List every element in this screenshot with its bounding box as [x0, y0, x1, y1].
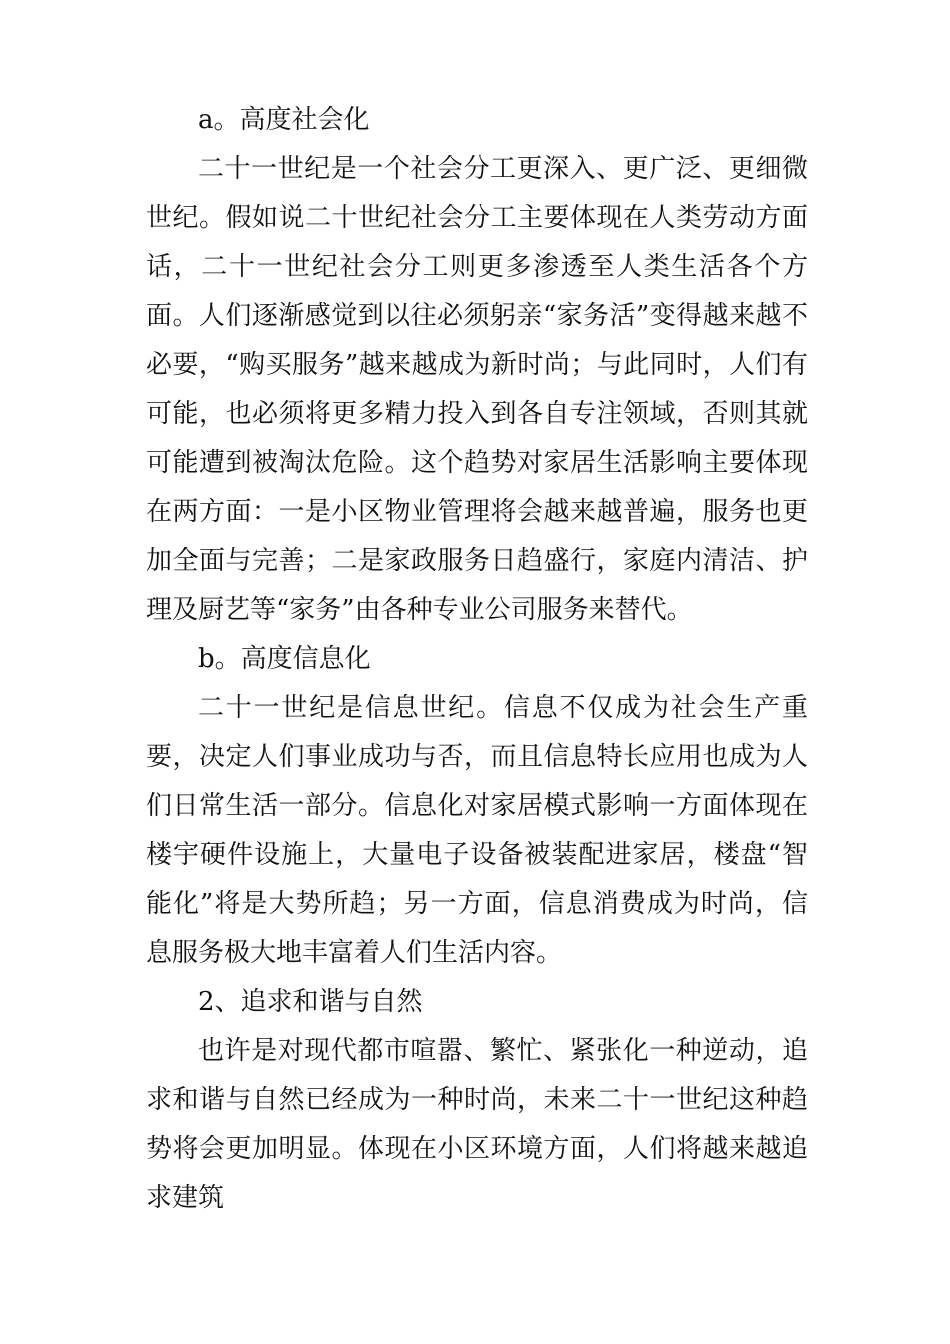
- paragraph-informatization: 二十一世纪是信息世纪。信息不仅成为社会生产重要，决定人们事业成功与否，而且信息特长应用也成为人们日常生活一部分。信息化对家居模式影响一方面体现在楼宇硬件设施上，大量电子设备被装配进家居，楼盘“智能化”将是大势所趋；另一方面，信息消费成为时尚，信息服务极大地丰富着人们生活内容。: [146, 693, 808, 968]
- paragraph-socialization: 二十一世纪是一个社会分工更深入、更广泛、更细微世纪。假如说二十世纪社会分工主要体现在人类劳动方面话，二十一世纪社会分工则更多渗透至人类生活各个方面。人们逐渐感觉到以往必须躬亲“家务活”变得越来越不必要，“购买服务”越来越成为新时尚；与此同时，人们有可能，也必须将更多精力投入到各自专注领域，否则其就可能遭到被淘汰危险。这个趋势对家居生活影响主要体现在两方面：一是小区物业管理将会越来越普遍，服务也更加全面与完善；二是家政服务日趋盛行，家庭内清洁、护理及厨艺等“家务”由各种专业公司服务来替代。: [146, 154, 808, 625]
- section-heading-2: 2、追求和谐与自然: [198, 987, 423, 1017]
- paragraph-harmony-nature: 也许是对现代都市喧嚣、繁忙、紧张化一种逆动，追求和谐与自然已经成为一种时尚，未来二十一世纪这种趋势将会更加明显。体现在小区环境方面，人们将越来越追求建筑: [146, 1036, 808, 1213]
- document-page: [146, 96, 808, 1223]
- section-heading-a: a。高度社会化: [198, 105, 370, 135]
- section-heading-b: b。高度信息化: [198, 644, 371, 674]
